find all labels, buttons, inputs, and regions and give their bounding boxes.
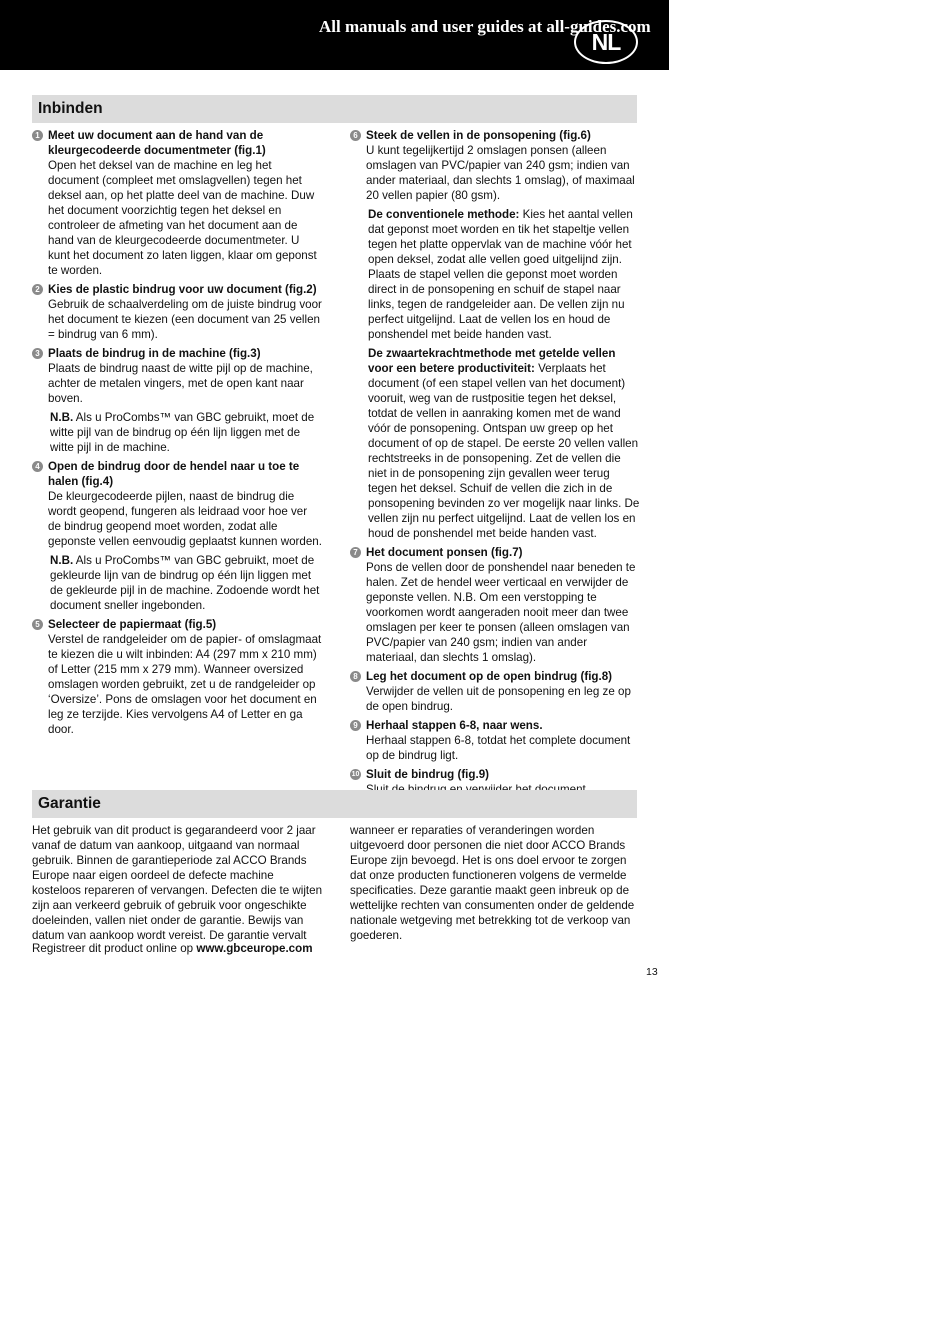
step-number-badge: 5 (32, 619, 43, 630)
step-title: Steek de vellen in de ponsopening (fig.6) (366, 129, 591, 142)
section-title: Garantie (38, 795, 101, 812)
section-header-inbinden (32, 95, 637, 123)
conventional-method-paragraph (350, 207, 640, 342)
step-title: Open de bindrug door de hendel naar u toe te halen (fig.4) (48, 460, 300, 488)
step-title: Het document ponsen (fig.7) (366, 546, 523, 559)
step-2 (32, 282, 322, 342)
garantie-left-text: Het gebruik van dit product is gegarandeerd voor 2 jaar vanaf de datum van aankoop, uitgaand van normaal gebruik. Binnen de garantieperiode zal ACCO Brands Europe naar eigen oordeel de defecte machine kosteloos repareren of vervangen. Defecten die te wijten zijn aan verkeerd gebruik of gebruik voor ongeschikte doeleinden, vallen niet onder de garantie. Bewijs van datum van aankoop wordt vereist. De garantie vervalt (32, 824, 323, 942)
step-title: Herhaal stappen 6-8, naar wens. (366, 719, 543, 732)
section-header-garantie (32, 790, 637, 818)
step-title: Plaats de bindrug in de machine (fig.3) (48, 347, 261, 360)
step-body: Gebruik de schaalverdeling om de juiste bindrug voor het document te kiezen (een document van 25 vellen = bindrug van 6 mm). (48, 298, 322, 341)
step-number-badge: 7 (350, 547, 361, 558)
step-4 (32, 459, 322, 549)
method-text: Kies het aantal vellen dat geponst moet worden en tik het stapeltje vellen tegen het platte oppervlak van de machine vóór het open deksel, zodat alle vellen goed uitgelijnd zijn. Plaats de stapel vellen die geponst moet worden direct in de ponsopening en schuif de stapel naar links, tegen de randgeleider aan. De vellen zijn nu perfect uitgelijnd. Laat de vellen los en houd de ponshendel met beide handen vast. (368, 208, 633, 341)
step-number-badge: 9 (350, 720, 361, 731)
step-body: Verwijder de vellen uit de ponsopening en leg ze op de open bindrug. (366, 685, 631, 713)
step-number-badge: 6 (350, 130, 361, 141)
step-number-badge: 1 (32, 130, 43, 141)
note-procombs-2 (32, 553, 322, 613)
note-text: Als u ProCombs™ van GBC gebruikt, moet de gekleurde lijn van de bindrug op één lijn liggen met de gekleurde pijl in de machine. Zodoende wordt het document sneller ingebonden. (50, 554, 320, 612)
step-number-badge: 8 (350, 671, 361, 682)
step-body: Pons de vellen door de ponshendel naar beneden te halen. Zet de hendel weer verticaal en verwijder de geponste vellen. N.B. Om een verstopping te voorkomen wordt aangeraden nooit meer dan twee omslagen per keer te ponsen (alleen omslagen van PVC/papier van 240 gsm; indien van ander materiaal, dan slechts 1 omslag). (366, 561, 636, 664)
step-number-badge: 4 (32, 461, 43, 472)
step-7 (350, 545, 640, 665)
method-label: De zwaartekrachtmethode met getelde vellen voor een betere productiviteit: (368, 347, 616, 375)
step-body: De kleurgecodeerde pijlen, naast de bindrug die wordt geopend, fungeren als leidraad voor hoe ver de bindrug geopend moet worden, zodat alle geponste vellen eenvoudig geplaatst kunnen worden. (48, 490, 322, 548)
gravity-method-paragraph (350, 346, 640, 541)
note-procombs-1 (32, 410, 322, 455)
step-title: Meet uw document aan de hand van de kleurgecodeerde documentmeter (fig.1) (48, 129, 266, 157)
register-line (32, 941, 432, 956)
register-text: Registreer dit product online op (32, 942, 197, 955)
register-link[interactable]: www.gbceurope.com (196, 942, 313, 955)
step-title: Kies de plastic bindrug voor uw document (fig.2) (48, 283, 317, 296)
step-6 (350, 128, 640, 203)
step-number-badge: 10 (351, 771, 360, 778)
step-8 (350, 669, 640, 714)
step-number-badge: 3 (32, 348, 43, 359)
right-column (350, 128, 640, 801)
language-badge: NL (574, 20, 638, 64)
step-1 (32, 128, 322, 278)
step-9 (350, 718, 640, 763)
step-body: Herhaal stappen 6-8, totdat het complete document op de bindrug ligt. (366, 734, 631, 762)
garantie-right-text: wanneer er reparaties of veranderingen worden uitgevoerd door personen die niet door ACCO Brands Europe zijn bevoegd. Het is ons doel ervoor te zorgen dat onze producten functioneren volgens de vermelde specificaties. Deze garantie maakt geen inbreuk op de wettelijke rechten van consumenten onder de geldende nationale wetgeving met betrekking tot de verkoop van goederen. (350, 824, 635, 942)
note-label: N.B. (50, 411, 74, 424)
step-body: Verstel de randgeleider om de papier- of omslagmaat te kiezen die u wilt inbinden: A4 (297 mm x 210 mm) of Letter (215 mm x 279 mm). Wanneer oversized omslagen worden gebruikt, zet u de randgeleider op ‘Oversize’. Pons de omslagen voor het document en leg ze terzijde. Kies vervolgens A4 of Letter en ga door. (48, 633, 322, 736)
step-body: Open het deksel van de machine en leg het document (compleet met omslagvellen) tegen het deksel aan, op het platte deel van de machine. Duw het document voorzichtig tegen het deksel en controleer de afmeting van het document aan de hand van de kleurgecodeerde documentmeter. U kunt het document zo laten liggen, klaar om geponst te worden. (48, 159, 317, 277)
section-title: Inbinden (38, 100, 103, 117)
step-title: Sluit de bindrug (fig.9) (366, 768, 490, 781)
step-body: U kunt tegelijkertijd 2 omslagen ponsen (alleen omslagen van PVC/papier van 240 gsm; indien van ander materiaal, dan slechts 1 omslag), of maximaal 20 vellen papier (80 gsm). (366, 144, 635, 202)
note-label: N.B. (50, 554, 74, 567)
method-label: De conventionele methode: (368, 208, 520, 221)
step-title: Leg het document op de open bindrug (fig.8) (366, 670, 613, 683)
step-title: Selecteer de papiermaat (fig.5) (48, 618, 217, 631)
step-3 (32, 346, 322, 406)
step-body: Plaats de bindrug naast de witte pijl op de machine, achter de metalen vingers, met de open kant naar boven. (48, 362, 313, 405)
page-number: 13 (646, 966, 658, 978)
banner-text[interactable]: All manuals and user guides at all-guides.com (319, 17, 651, 36)
method-text: Verplaats het document (of een stapel vellen van het document) vooruit, weg van de rustpositie tegen het deksel, totdat de vellen in aanraking komen met de wand vóór de ponsopening. Ontspan uw greep op het document of op de stapel. De eerste 20 vellen vallen rechtstreeks in de ponsopening. Zet de vellen die niet in de ponsopening zijn gevallen weer terug tegen het deksel. Schuif de vellen die zich in de ponsopening bevinden zo ver mogelijk naar links. De vellen zijn nu perfect uitgelijnd. Laat de vellen los en houd de ponshendel met beide handen vast. (368, 362, 640, 540)
step-5 (32, 617, 322, 737)
step-number-badge: 2 (32, 284, 43, 295)
note-text: Als u ProCombs™ van GBC gebruikt, moet de witte pijl van de bindrug op één lijn liggen met de witte pijl in de machine. (50, 411, 315, 454)
top-banner-bar (0, 0, 669, 70)
left-column (32, 128, 322, 741)
